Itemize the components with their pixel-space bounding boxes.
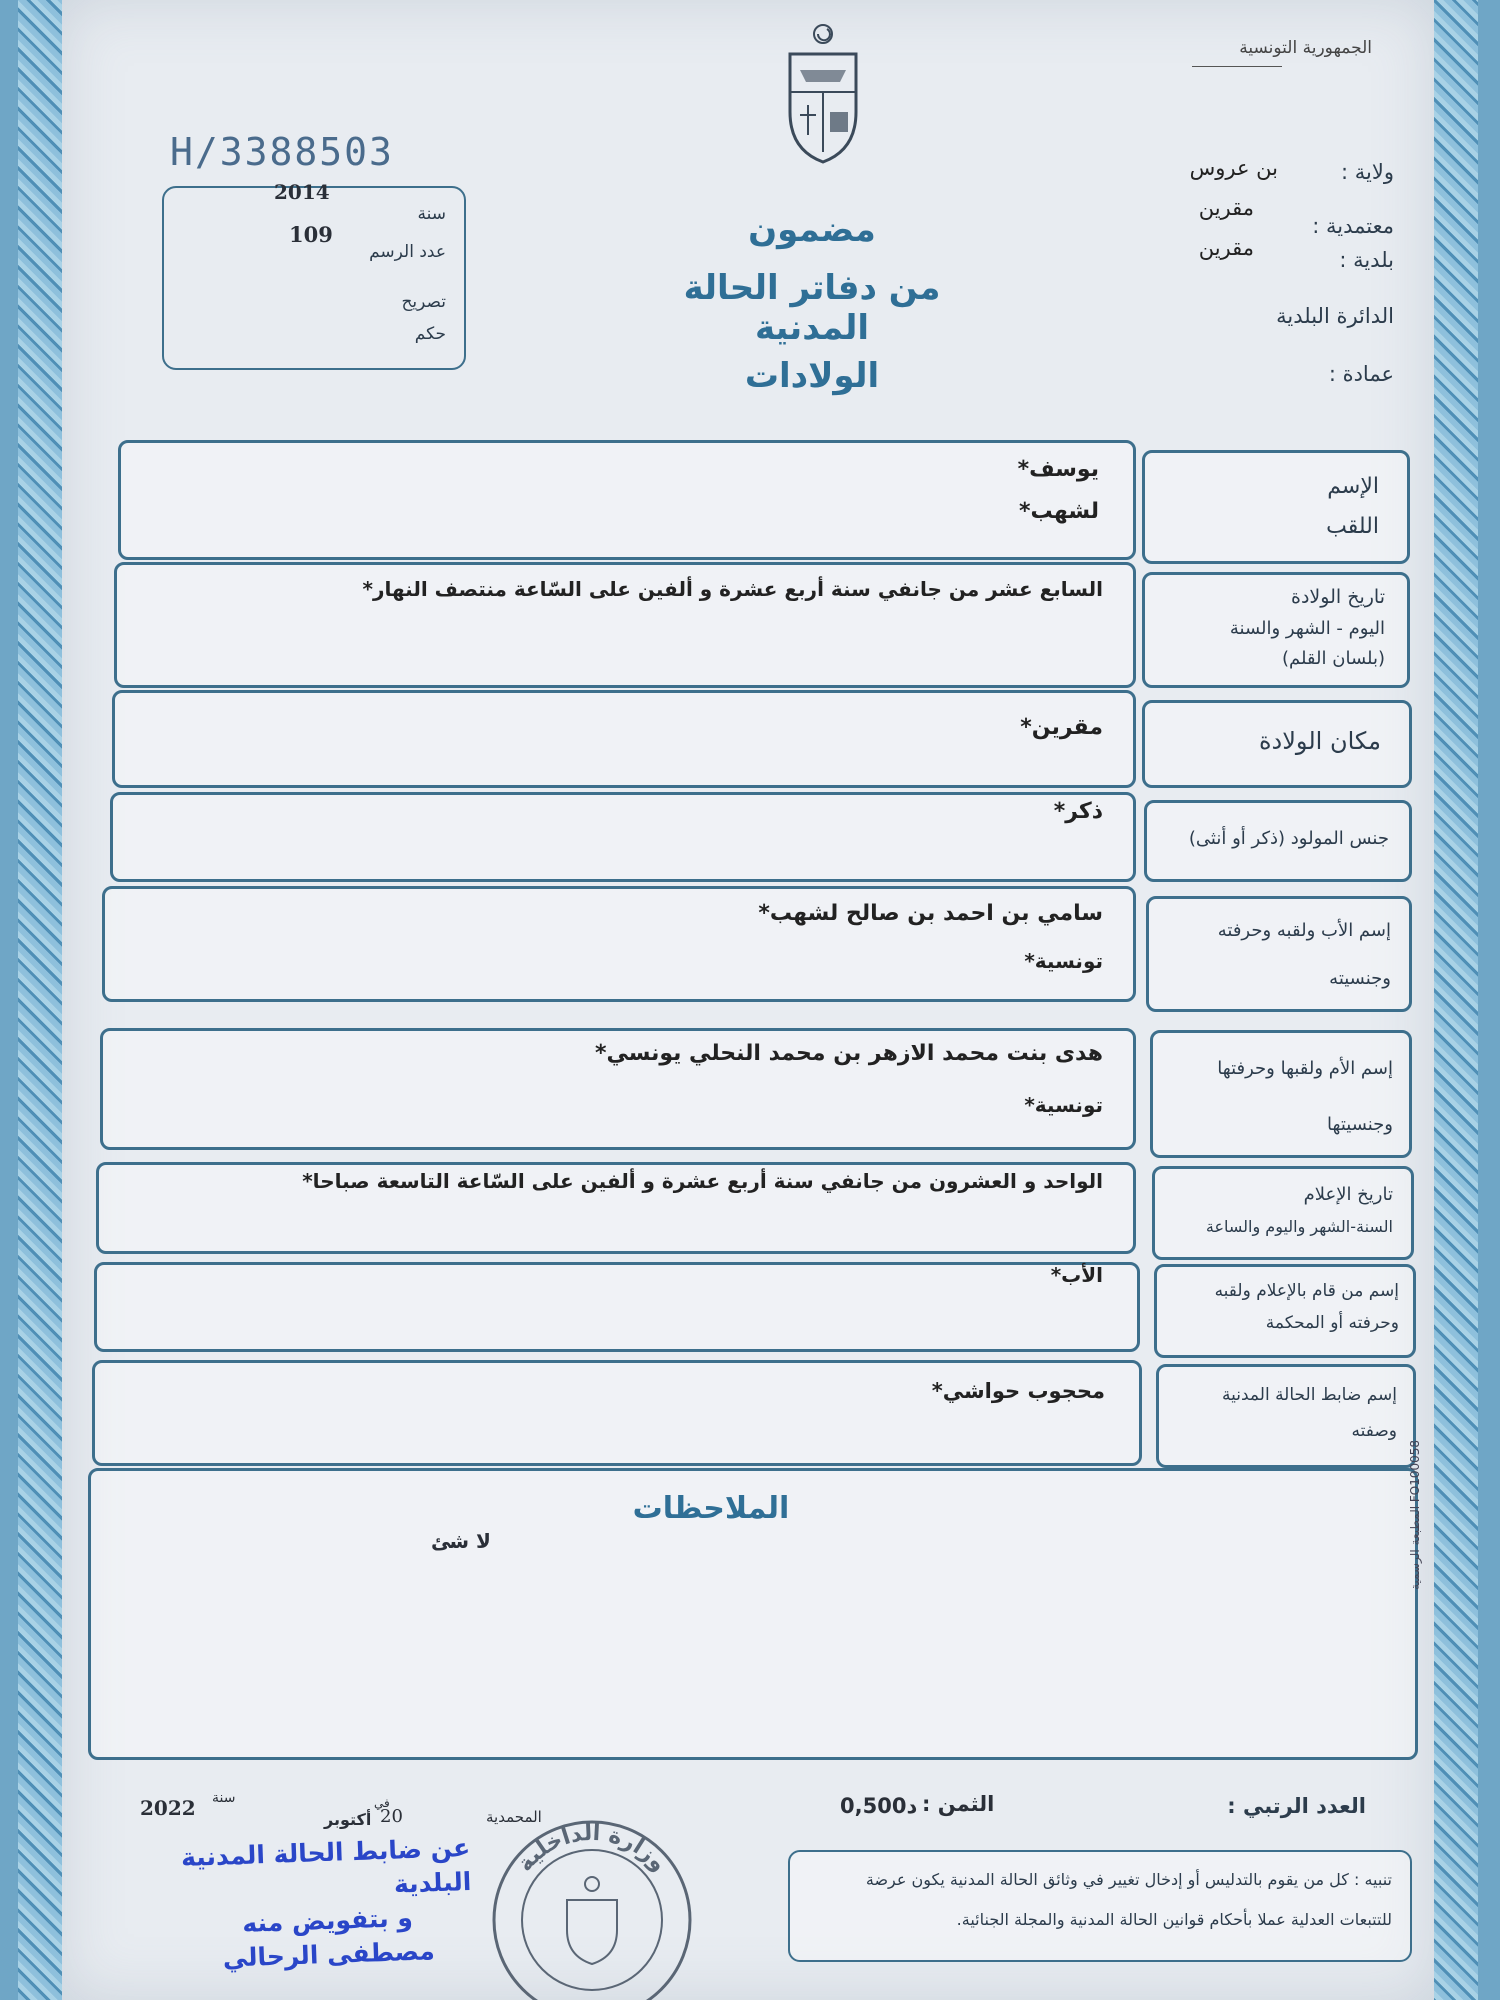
mother-label-box [1150,1030,1412,1158]
divider [1192,66,1282,67]
sex-value: ذكر* [1053,799,1103,824]
wilaya-label: ولاية : [1341,160,1394,184]
officer-value: محجوب حواشي* [931,1379,1105,1403]
birth-date-label-2: اليوم - الشهر والسنة [1229,618,1385,639]
birth-place-label-box [1142,700,1412,788]
main-title-1: مضمون [748,210,876,250]
price-label: الثمن : [922,1792,995,1816]
birth-place-value-box [112,690,1136,788]
remarks-title: الملاحظات [632,1491,790,1526]
registry-judgment-label: حكم [414,324,446,344]
declaration-date-label-1: تاريخ الإعلام [1303,1184,1393,1205]
declaration-date-value-box [96,1162,1136,1254]
municipality-value: مقرين [1198,236,1254,260]
declaration-date-value: الواحد و العشرون من جانفي سنة أربع عشرة و ألفين على السّاعة التاسعة صباحا* [302,1169,1103,1193]
issue-year-value: 2022 [140,1796,196,1820]
section-title: الولادات [744,356,880,396]
municipality-label: بلدية : [1339,248,1394,272]
registry-year-value: 2014 [274,180,330,204]
declaration-date-label-2: السنة-الشهر واليوم والساعة [1205,1217,1393,1236]
name-label: الإسم [1327,474,1379,499]
officer-value-box [92,1360,1142,1466]
delegation-label: معتمدية : [1312,214,1394,238]
registry-number-value: 109 [289,222,333,247]
svg-text:وزارة الداخلية [513,1821,672,1877]
printer-code: المطبعة الرسمية FO100058 [1408,1439,1422,1590]
declarant-value-box [94,1262,1140,1352]
serial-number-label: العدد الرتبي : [1227,1794,1366,1818]
sex-label-box [1144,800,1412,882]
birth-date-label-box [1142,572,1410,688]
father-label-1: إسم الأب ولقبه وحرفته [1217,920,1391,941]
issue-month: أكتوبر [324,1810,372,1829]
birth-place-label: مكان الولادة [1258,727,1381,755]
stamp-line-1: عن ضابط الحالة المدنية البلدية [180,1832,472,1899]
father-label-box [1146,896,1412,1012]
father-value: سامي بن احمد بن صالح لشهب* [758,901,1103,926]
seal-text: وزارة الداخلية [512,1820,672,1877]
coat-of-arms-icon [778,20,868,165]
remarks-value: لا شئ [431,1529,491,1553]
birth-date-value-box [114,562,1136,688]
notice-line-1: تنبيه : كل من يقوم بالتدليس أو إدخال تغيير في وثائق الحالة المدنية يكون عرضة [865,1870,1392,1889]
mother-nationality: تونسية* [1024,1093,1103,1117]
officer-label-2: وصفته [1351,1421,1397,1441]
ministry-seal-icon [482,1810,702,2000]
surname-label: اللقب [1326,514,1379,539]
mother-value-box [100,1028,1136,1150]
republic-label: الجمهورية التونسية [1239,38,1372,58]
mother-label-1: إسم الأم ولقبها وحرفتها [1217,1058,1393,1079]
stamp-line-3: مصطفى الرحالي [222,1936,436,1973]
name-value: يوسف* [1017,457,1099,482]
notice-box [788,1850,1412,1962]
officer-label-box [1156,1364,1416,1468]
officer-label-1: إسم ضابط الحالة المدنية [1222,1385,1397,1405]
registry-number-label: عدد الرسم [369,242,446,262]
birth-date-label-1: تاريخ الولادة [1291,586,1385,608]
imada-label: عمادة : [1328,362,1394,386]
registry-declaration-label: تصريح [401,292,446,312]
father-nationality: تونسية* [1024,949,1103,973]
stamp-line-2: و بتفويض منه [241,1903,414,1938]
declarant-label-box [1154,1264,1416,1358]
registry-year-label: سنة [417,204,446,224]
birth-place-value: مقرين* [1020,715,1103,740]
declarant-value: الأب* [1050,1263,1103,1287]
serial-number: H/3388503 [170,130,394,174]
father-label-2: وجنسيته [1329,968,1391,989]
wilaya-value: بن عروس [1189,156,1278,180]
issue-day: 20 [380,1806,403,1827]
notice-line-2: للتتبعات العدلية عملا بأحكام قوانين الحالة المدنية والمجلة الجنائية. [956,1910,1392,1929]
birth-date-value: السابع عشر من جانفي سنة أربع عشرة و ألفين على السّاعة منتصف النهار* [362,577,1103,601]
issue-year-label: سنة [212,1790,236,1806]
father-value-box [102,886,1136,1002]
main-title-2: من دفاتر الحالة المدنية [683,268,941,348]
declarant-label-1: إسم من قام بالإعلام ولقبه [1214,1281,1399,1301]
surname-value: لشهب* [1019,499,1099,524]
delegation-value: مقرين [1198,196,1254,220]
remarks-box [88,1468,1418,1760]
price-value: 0,500د [840,1794,918,1818]
declaration-date-label-box [1152,1166,1414,1260]
district-label: الدائرة البلدية [1276,304,1394,328]
declarant-label-2: وحرفته أو المحكمة [1265,1313,1399,1333]
registry-box [162,180,466,370]
issue-in-label: في [374,1796,390,1810]
document-paper [62,0,1434,2000]
issue-place: المحمدية [486,1808,542,1826]
name-label-box [1142,450,1410,564]
sex-label: جنس المولود (ذكر أو أنثى) [1188,828,1389,849]
birth-date-label-3: (بلسان القلم) [1281,648,1385,669]
name-value-box [118,440,1136,560]
sex-value-box [110,792,1136,882]
mother-label-2: وجنسيتها [1327,1114,1393,1135]
officer-stamp [180,1831,475,1977]
mother-value: هدى بنت محمد الازهر بن محمد النحلي يونسي* [594,1041,1103,1066]
